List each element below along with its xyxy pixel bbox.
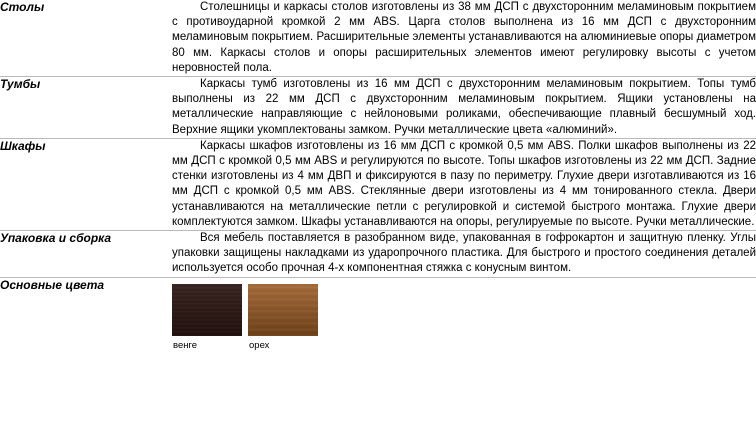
table-row-stoly [0,0,756,76]
section-label-colors: Основные цвета [0,277,105,292]
table-row-tumby [0,77,756,138]
table-row-colors [0,278,756,352]
row-body-cell [172,0,756,76]
row-body-cell-colors [172,278,756,352]
section-text-shkafy: Каркасы шкафов изготовлены из 16 мм ДСП с кромкой 0,5 мм ABS. Полки шкафов выполнены из 22 мм ДСП с кромкой 0,5 мм ABS и регулируются по высоте. Топы шкафов изготовлены из 22 мм ДСП. Задние стенки изготовлены из 4 мм ДВП и фиксируются в пазу по периметру. Глухие двери изготавливаются из 16 мм ДСП с кромкой 0,5 мм ABS. Стеклянные двери изготовлены из 4 мм тонированного стекла. Двери устанавливаются на металлические петли с регулировкой и системой быстрого монтажа. Глухие двери комплектуются замком. Шкафы устанавливаются на опоры, регулируемые по высоте. Ручки металлические. [172,139,756,228]
color-swatch-caption-venge: венге [173,339,198,351]
section-text-stoly: Столешницы и каркасы столов изготовлены из 38 мм ДСП с двухсторонним меламиновым покрытием с противоударной кромкой 2 мм ABS. Царга столов выполнена из 16 мм ДСП с двухсторонним меламиновым покрытием. Расширительные элементы устанавливаются на алюминиевые опоры диаметром 80 мм. Каркасы столов и опоры расширительных элементов имеют регулировку высоты с учетом неровностей пола. [172,1,756,74]
color-swatch-venge [172,284,242,336]
color-swatch-oreh [248,284,318,336]
section-label-upakovka: Упаковка и сборка [0,231,112,246]
section-text-tumby: Каркасы тумб изготовлены из 16 мм ДСП с двухсторонним меламиновым покрытием. Топы тумб выполнены из 22 мм ДСП с двухсторонним меламиновым покрытием. Ящики установлены на металлические направляющие с нейлоновыми роликами, обеспечивающие плавный бесшумный ход. Верхние ящики укомплектованы замком. Ручки металлические цвета «алюминий». [172,78,756,136]
section-text-upakovka: Вся мебель поставляется в разобранном виде, упакованная в гофрокартон и защитную пленку. Углы упаковки защищены накладками из ударопрочного пластика. Для быстрого и простого соединения деталей используется особо прочная 4-х компонентная стяжка с конусным винтом. [172,232,756,275]
row-label-cell [0,231,172,277]
table-row-shkafy [0,139,756,230]
color-swatch-item-venge [172,284,242,352]
row-body-cell [172,139,756,230]
color-swatch-item-oreh [248,284,318,352]
table-row-upakovka [0,231,756,277]
section-label-stoly: Столы [0,0,45,14]
row-label-cell [0,77,172,138]
row-label-cell [0,278,172,352]
section-label-shkafy: Шкафы [0,138,46,153]
color-swatch-list [172,278,756,352]
row-body-cell [172,231,756,277]
row-label-cell [0,0,172,76]
row-body-cell [172,77,756,138]
section-label-tumby: Тумбы [0,77,41,92]
color-swatch-caption-oreh: орех [249,339,270,351]
row-label-cell [0,139,172,230]
